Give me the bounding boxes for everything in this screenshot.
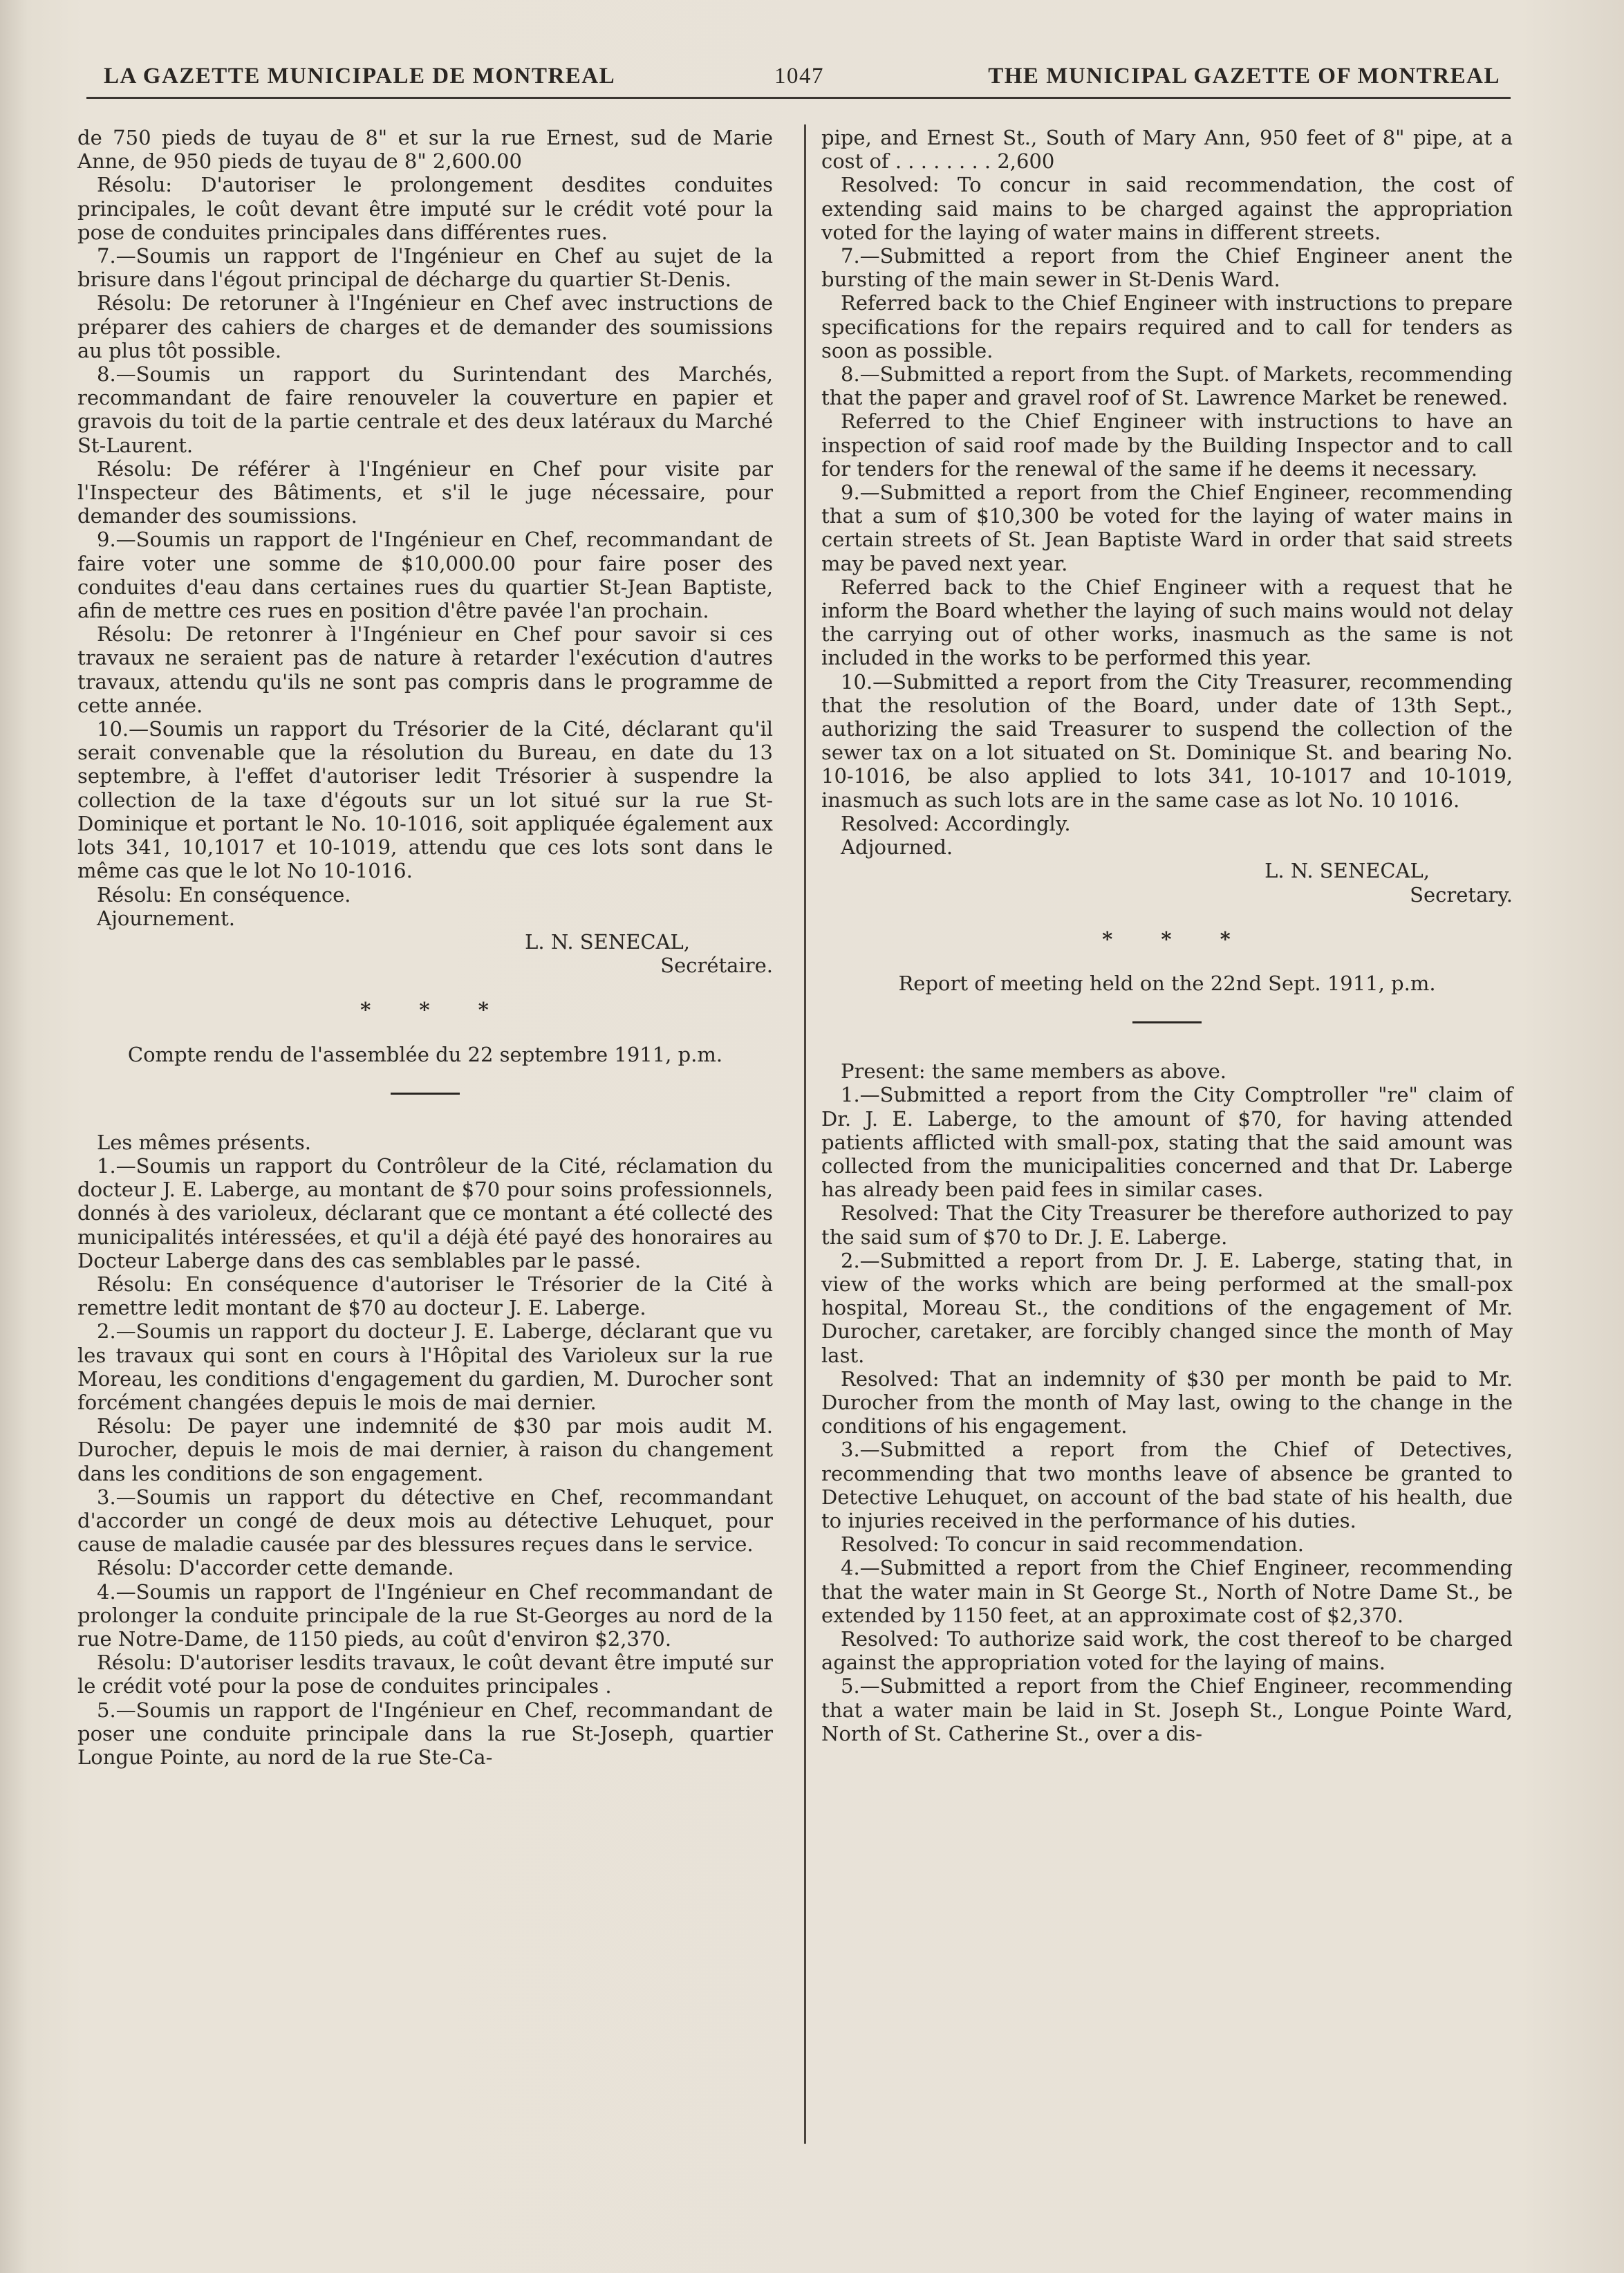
french-column bbox=[77, 126, 773, 1769]
paragraph: Referred back to the Chief Engineer with a request that he inform the Board whether the laying of such mains would not delay the carrying out of other works, inasmuch as the same is not included in the works to be performed this year. bbox=[821, 575, 1513, 670]
english-short-rule bbox=[1132, 1021, 1202, 1023]
english-paragraphs-2 bbox=[821, 1059, 1513, 1745]
paragraph: 10.—Submitted a report from the City Treasurer, recommending that the resolution of the Board, under date of 13th Sept., authorizing the said Treasurer to suspend the collection of the sewer tax on a lot situated on St. Dominique St. and bearing No. 10-1016, be also applied to lots 341, 10-1017 and 10-1019, inasmuch as such lots are in the same case as lot No. 10 1016. bbox=[821, 669, 1513, 812]
paragraph: pipe, and Ernest St., South of Mary Ann, 950 feet of 8" pipe, at a cost of . . . . . . . . 2,600 bbox=[821, 126, 1513, 174]
french-report-title: Compte rendu de l'assemblée du 22 septembre 1911, p.m. bbox=[127, 1042, 723, 1066]
paragraph: 9.—Soumis un rapport de l'Ingénieur en Chef, recommandant de faire voter une somme de $10,000.00 pour faire poser des conduites d'eau dans certaines rues du quartier St-Jean Baptiste, afin de mettre ces rues en position d'être pavée l'an prochain. bbox=[77, 528, 773, 623]
english-report-title: Report of meeting held on the 22nd Sept. 1911, p.m. bbox=[898, 971, 1436, 995]
paragraph: Referred to the Chief Engineer with instructions to have an inspection of said roof made by the Building Inspector and to call for tenders for the renewal of the same if he deems it necessary. bbox=[821, 409, 1513, 481]
paragraph: 1.—Soumis un rapport du Contrôleur de la Cité, réclamation du docteur J. E. Laberge, au montant de $70 pour soins professionnels, donnés à des varioleux, déclarant que ce montant a été collecté des municipalités intéressées, et qu'il a déjà été payé des honoraires au Docteur Laberge dans des cas semblables par le passé. bbox=[77, 1153, 773, 1272]
paragraph: Resolved: Accordingly. bbox=[841, 811, 1071, 835]
paragraph: Resolved: That the City Treasurer be therefore authorized to pay the said sum of $70 to Dr. J. E. Laberge. bbox=[821, 1201, 1513, 1249]
french-signature-title: Secrétaire. bbox=[660, 954, 773, 978]
paragraph: Resolved: To concur in said recommendation, the cost of extending said mains to be charged against the appropriation voted for the laying of water mains in different streets. bbox=[821, 173, 1513, 244]
paragraph: 8.—Soumis un rapport du Surintendant des Marchés, recommandant de faire renouveler la couverture en papier et gravois du toit de la partie centrale et des deux latéraux du Marché St-Laurent. bbox=[77, 362, 773, 457]
paragraph: Résolu: D'autoriser le prolongement desdites conduites principales, le coût devant être imputé sur le crédit voté pour la pose de conduites principales dans différentes rues. bbox=[77, 173, 773, 244]
paragraph: 4.—Soumis un rapport de l'Ingénieur en Chef recommandant de prolonger la conduite principale de la rue St-Georges au nord de la rue Notre-Dame, de 1150 pieds, au coût d'environ $2,370. bbox=[77, 1579, 773, 1651]
paragraph: Résolu: En conséquence d'autoriser le Trésorier de la Cité à remettre ledit montant de $70 au docteur J. E. Laberge. bbox=[77, 1272, 773, 1320]
paragraph: Résolu: De référer à l'Ingénieur en Chef pour visite par l'Inspecteur des Bâtiments, et s'il le juge nécessaire, pour demander des soumissions. bbox=[77, 456, 773, 528]
paragraph: Résolu: En conséquence. bbox=[97, 882, 351, 907]
paragraph: 5.—Submitted a report from the Chief Engineer, recommending that a water main be laid in St. Joseph St., Longue Pointe Ward, North of St. Catherine St., over a dis- bbox=[821, 1674, 1513, 1745]
header-english-title: THE MUNICIPAL GAZETTE OF MONTREAL bbox=[988, 64, 1500, 89]
paragraph: 2.—Submitted a report from Dr. J. E. Laberge, stating that, in view of the works which are being performed at the small-pox hospital, Moreau St., the conditions of the engagement of Mr. Durocher, caretaker, are forcibly changed since the month of May last. bbox=[821, 1248, 1513, 1367]
paragraph: Resolved: To authorize said work, the cost thereof to be charged against the appropriation voted for the laying of mains. bbox=[821, 1626, 1513, 1675]
page-number: 1047 bbox=[774, 64, 824, 89]
french-paragraphs-2 bbox=[77, 1131, 773, 1769]
paragraph: 7.—Soumis un rapport de l'Ingénieur en Chef au sujet de la brisure dans l'égout principal de décharge du quartier St-Denis. bbox=[77, 244, 773, 292]
english-signature-name: L. N. SENECAL, bbox=[1264, 859, 1430, 883]
english-column bbox=[821, 126, 1513, 1745]
english-section-separator: * * * bbox=[1102, 927, 1251, 951]
paragraph: Ajournement. bbox=[97, 906, 235, 930]
paragraph: 9.—Submitted a report from the Chief Engineer, recommending that a sum of $10,300 be voted for the laying of water mains in certain streets of St. Jean Baptiste Ward in order that said streets may be paved next year. bbox=[821, 481, 1513, 575]
paragraph: de 750 pieds de tuyau de 8" et sur la rue Ernest, sud de Marie Anne, de 950 pieds de tuyau de 8" 2,600.00 bbox=[77, 126, 773, 174]
french-paragraphs bbox=[77, 126, 773, 930]
paragraph: Résolu: D'autoriser lesdits travaux, le coût devant être imputé sur le crédit voté pour la pose de conduites principales . bbox=[77, 1651, 773, 1698]
paragraph: Résolu: De payer une indemnité de $30 par mois audit M. Durocher, depuis le mois de mai dernier, à raison du changement dans les conditions de son engagement. bbox=[77, 1414, 773, 1485]
english-paragraphs bbox=[821, 126, 1513, 859]
paragraph: 3.—Submitted a report from the Chief of Detectives, recommending that two months leave of absence be granted to Detective Lehuquet, on account of the bad state of his health, due to injuries received in the performance of his duties. bbox=[821, 1438, 1513, 1532]
column-divider bbox=[804, 124, 806, 2144]
french-signature-name: L. N. SENECAL, bbox=[525, 929, 690, 954]
header-french-title: LA GAZETTE MUNICIPALE DE MONTREAL bbox=[104, 64, 616, 89]
paragraph: 4.—Submitted a report from the Chief Engineer, recommending that the water main in St George St., North of Notre Dame St., be extended by 1150 feet, at an approximate cost of $2,370. bbox=[821, 1556, 1513, 1627]
paragraph: Adjourned. bbox=[841, 835, 953, 860]
paragraph: 2.—Soumis un rapport du docteur J. E. Laberge, déclarant que vu les travaux qui sont en cours à l'Hôpital des Varioleux sur la rue Moreau, les conditions d'engagement du gardien, M. Durocher sont forcément changées depuis le mois de mai dernier. bbox=[77, 1319, 773, 1414]
paragraph: 5.—Soumis un rapport de l'Ingénieur en Chef, recommandant de poser une conduite principale dans la rue St-Joseph, quartier Longue Pointe, au nord de la rue Ste-Ca- bbox=[77, 1698, 773, 1769]
paragraph: Resolved: That an indemnity of $30 per month be paid to Mr. Durocher from the month of May last, owing to the change in the conditions of his engagement. bbox=[821, 1366, 1513, 1438]
paragraph: Referred back to the Chief Engineer with instructions to prepare specifications for the repairs required and to call for tenders as soon as possible. bbox=[821, 291, 1513, 362]
paragraph: 7.—Submitted a report from the Chief Engineer anent the bursting of the main sewer in St-Denis Ward. bbox=[821, 244, 1513, 292]
paragraph: 3.—Soumis un rapport du détective en Chef, recommandant d'accorder un congé de deux mois au détective Lehuquet, pour cause de maladie causée par des blessures reçues dans le service. bbox=[77, 1485, 773, 1557]
header-rule bbox=[86, 97, 1511, 99]
paragraph: Resolved: To concur in said recommendation. bbox=[841, 1532, 1304, 1557]
paragraph: Les mêmes présents. bbox=[97, 1130, 312, 1154]
paragraph: 1.—Submitted a report from the City Comptroller "re" claim of Dr. J. E. Laberge, to the amount of $70, for having attended patients afflicted with small-pox, stating that the said amount was collected from the municipalities concerned and that Dr. Laberge has already been paid fees in similar cases. bbox=[821, 1083, 1513, 1202]
french-section-separator: * * * bbox=[360, 998, 510, 1022]
paragraph: Résolu: De retoruner à l'Ingénieur en Chef avec instructions de préparer des cahiers de charges et de demander des soumissions au plus tôt possible. bbox=[77, 291, 773, 362]
french-short-rule bbox=[391, 1093, 460, 1095]
paragraph: 8.—Submitted a report from the Supt. of Markets, recommending that the paper and gravel roof of St. Lawrence Market be renewed. bbox=[821, 362, 1513, 410]
paragraph: 10.—Soumis un rapport du Trésorier de la Cité, déclarant qu'il serait convenable que la résolution du Bureau, en date du 13 septembre, à l'effet d'autoriser ledit Trésorier à suspendre la collection de la taxe d'égouts sur un lot situé sur la rue St-Dominique et portant le No. 10-1016, soit appliquée également aux lots 341, 10,1017 et 10-1019, attendu que ces lots sont dans le même cas que le lot No 10-1016. bbox=[77, 717, 773, 883]
paragraph: Résolu: De retonrer à l'Ingénieur en Chef pour savoir si ces travaux ne seraient pas de nature à retarder l'exécution d'autres travaux, attendu qu'ils ne sont pas compris dans le programme de cette année. bbox=[77, 622, 773, 717]
english-signature-title: Secretary. bbox=[1410, 882, 1513, 907]
paragraph: Résolu: D'accorder cette demande. bbox=[97, 1556, 454, 1580]
paragraph: Present: the same members as above. bbox=[841, 1059, 1226, 1084]
page-header bbox=[104, 64, 1500, 98]
